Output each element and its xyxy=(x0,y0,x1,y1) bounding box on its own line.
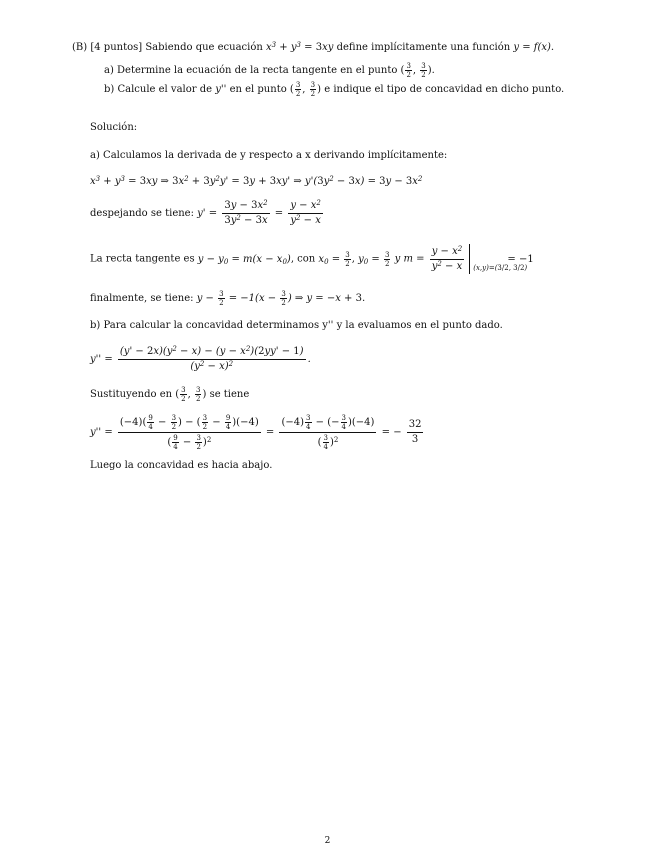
part-b-text-2: en el punto xyxy=(229,84,287,95)
se-tiene-text: se tiene xyxy=(209,389,250,400)
problem-label: (B) xyxy=(72,42,88,53)
part-a-statement xyxy=(104,62,435,79)
point-a: ( $\frac{3}{2}$ , $\frac{3}{2}$ ). xyxy=(400,62,435,79)
first-derivative-line: despejando se tiene: y' = $\frac{3y - 3x^2}{3y^2 - 3x}$ = $\frac{y - x^2}{y^2 - x}$ xyxy=(90,199,321,226)
implicit-derivative-equation: $x^3 + y^3 = 3xy$ ⇒ $3x^2 + 3y^2y' = 3y + 3xy'$ ⇒ $y'(3y^2 - 3x) = 3y - 3x^2$ xyxy=(90,175,423,187)
part-b-statement xyxy=(104,81,564,98)
problem-statement xyxy=(72,42,554,53)
part-a-text: a) Determine la ecuación de la recta tangente en el punto xyxy=(104,65,398,76)
tangent-slope-line: La recta tangente es $y - y_0 = m(x - x_0)$, con $x_0$ = $\frac{3}{2}$ , $y_0$ = $\frac{3}{2}$ y m = $\frac{y - x^2}{y^2 - x}$ (x,y)=(3/2, 3/2) = −1 xyxy=(90,244,534,272)
sustituyendo-text: Sustituyendo en xyxy=(90,389,173,400)
final-text: finalmente, se tiene: xyxy=(90,293,194,304)
function-notation: y = f(x). xyxy=(513,42,555,53)
problem-intro-2: define implícitamente una función xyxy=(336,42,511,53)
point-b: ( $\frac{3}{2}$ , $\frac{3}{2}$ ) xyxy=(289,81,322,98)
page-number: 2 xyxy=(324,836,331,846)
second-derivative-evaluated: y'' = (−4)( $\frac{9}{4}$ − $\frac{3}{2}$ ) − ( $\frac{3}{2}$ − $\frac{9}{4}$ )(−4) ( $\frac{9}{4}$ − $\frac{3}{2}$ )$^2$ = (−4) $\frac{3}{4}$ − (− $\frac{3}{4}$ )(−4) ( $\frac{3}{4}$ )$^2$ = − $\frac{32}{3}$ xyxy=(90,414,422,451)
solution-b-intro: b) Para calcular la concavidad determinamos y'' y la evaluamos en el punto dado. xyxy=(90,320,503,331)
part-b-text-1: b) Calcule el valor de xyxy=(104,84,213,95)
problem-intro-1: Sabiendo que ecuación xyxy=(145,42,263,53)
despejando-text: despejando se tiene: xyxy=(90,208,194,219)
problem-points: [4 puntos] xyxy=(90,42,143,53)
solution-a-intro: a) Calculamos la derivada de y respecto a x derivando implícitamente: xyxy=(90,150,448,161)
solution-conclusion: Luego la concavidad es hacia abajo. xyxy=(90,460,273,471)
evaluation-bar: (x,y)=(3/2, 3/2) xyxy=(469,244,470,274)
tangent-line-result: finalmente, se tiene: y − $\frac{3}{2}$ = −1(x − $\frac{3}{2}$ ) ⇒ y = −x + 3. xyxy=(90,290,366,307)
sustituyendo-line: Sustituyendo en ( $\frac{3}{2}$ , $\frac{3}{2}$ ) se tiene xyxy=(90,386,250,403)
part-b-text-3: e indique el tipo de concavidad en dicho punto. xyxy=(324,84,565,95)
tangente-text-2: , con xyxy=(290,253,316,265)
equation-curve: $x^3 + y^3 = 3xy$ xyxy=(266,41,334,53)
solution-heading: Solución: xyxy=(90,122,138,133)
tangente-y: y xyxy=(394,253,401,265)
tangente-text-1: La recta tangente es xyxy=(90,253,195,265)
second-derivative-symbol: y'' xyxy=(215,84,227,95)
second-derivative-formula: y'' = $\frac{(y' - 2x)(y^2 - x) - (y - x^2)(2yy' - 1)}{(y^2 - x)^2}$ . xyxy=(90,345,311,372)
